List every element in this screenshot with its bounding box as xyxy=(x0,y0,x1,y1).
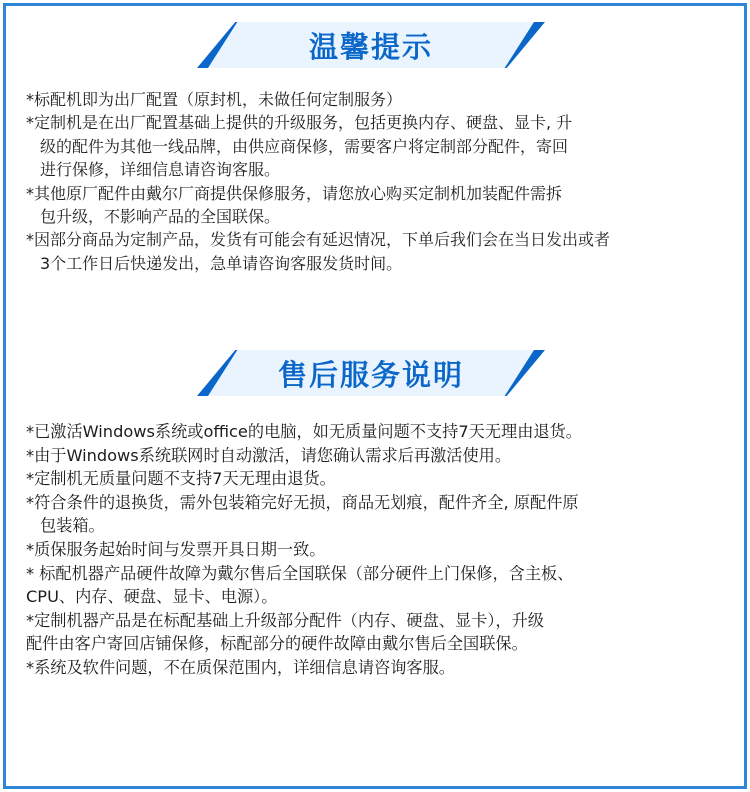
after-sales-item xyxy=(26,656,726,680)
after-sales-section xyxy=(26,420,726,680)
tip-item xyxy=(26,182,726,229)
tip-item xyxy=(26,228,726,275)
after-sales-item xyxy=(26,609,726,656)
after-sales-line: * 标配机器产品硬件故障为戴尔售后全国联保（部分硬件上门保修，含主板、 xyxy=(26,563,574,583)
tips-title: 温馨提示 xyxy=(308,29,433,64)
after-sales-line: *已激活Windows系统或office的电脑，如无质量问题不支持7天无理由退货。 xyxy=(26,422,582,441)
after-sales-line: CPU、内存、硬盘、显卡、电源）。 xyxy=(26,587,278,607)
after-sales-item xyxy=(26,538,726,562)
after-sales-line: 包装箱。 xyxy=(40,516,105,536)
tip-line: *定制机是在出厂配置基础上提供的升级服务，包括更换内存、硬盘、显卡, 升 xyxy=(26,113,573,133)
tip-line: *因部分商品为定制产品，发货有可能会有延迟情况，下单后我们会在当日发出或者 xyxy=(26,230,611,250)
tip-line: 3个工作日后快递发出，急单请咨询客服发货时间。 xyxy=(40,253,403,273)
tip-line: *其他原厂配件由戴尔厂商提供保修服务，请您放心购买定制机加装配件需拆 xyxy=(26,183,563,203)
tip-item xyxy=(26,111,726,181)
after-sales-line: *定制机无质量问题不支持7天无理由退货。 xyxy=(26,469,336,489)
tips-banner xyxy=(197,22,545,68)
tip-line: 包升级，不影响产品的全国联保。 xyxy=(40,207,281,227)
after-sales-line: *系统及软件问题，不在质保范围内，详细信息请咨询客服。 xyxy=(26,657,455,677)
after-sales-item xyxy=(26,420,726,444)
after-sales-banner xyxy=(197,350,545,396)
after-sales-item xyxy=(26,562,726,609)
tips-section xyxy=(26,88,726,275)
after-sales-line: 配件由客户寄回店铺保修，标配部分的硬件故障由戴尔售后全国联保。 xyxy=(26,634,528,654)
tip-item xyxy=(26,88,726,111)
after-sales-item xyxy=(26,467,726,491)
tip-line: *标配机即为出厂配置（原封机，未做任何定制服务） xyxy=(26,90,403,109)
after-sales-line: *由于Windows系统联网时自动激活，请您确认需求后再激活使用。 xyxy=(26,445,512,465)
after-sales-title: 售后服务说明 xyxy=(277,357,464,392)
after-sales-line: *定制机器产品是在标配基础上升级部分配件（内存、硬盘、显卡），升级 xyxy=(26,610,544,630)
tip-line: 进行保修，详细信息请咨询客服。 xyxy=(40,160,281,180)
after-sales-line: *符合条件的退换货，需外包装箱完好无损，商品无划痕，配件齐全, 原配件原 xyxy=(26,492,579,512)
after-sales-line: *质保服务起始时间与发票开具日期一致。 xyxy=(26,539,326,559)
after-sales-item xyxy=(26,444,726,468)
after-sales-item xyxy=(26,491,726,538)
tip-line: 级的配件为其他一线品牌，由供应商保修，需要客户将定制部分配件，寄回 xyxy=(40,136,569,156)
